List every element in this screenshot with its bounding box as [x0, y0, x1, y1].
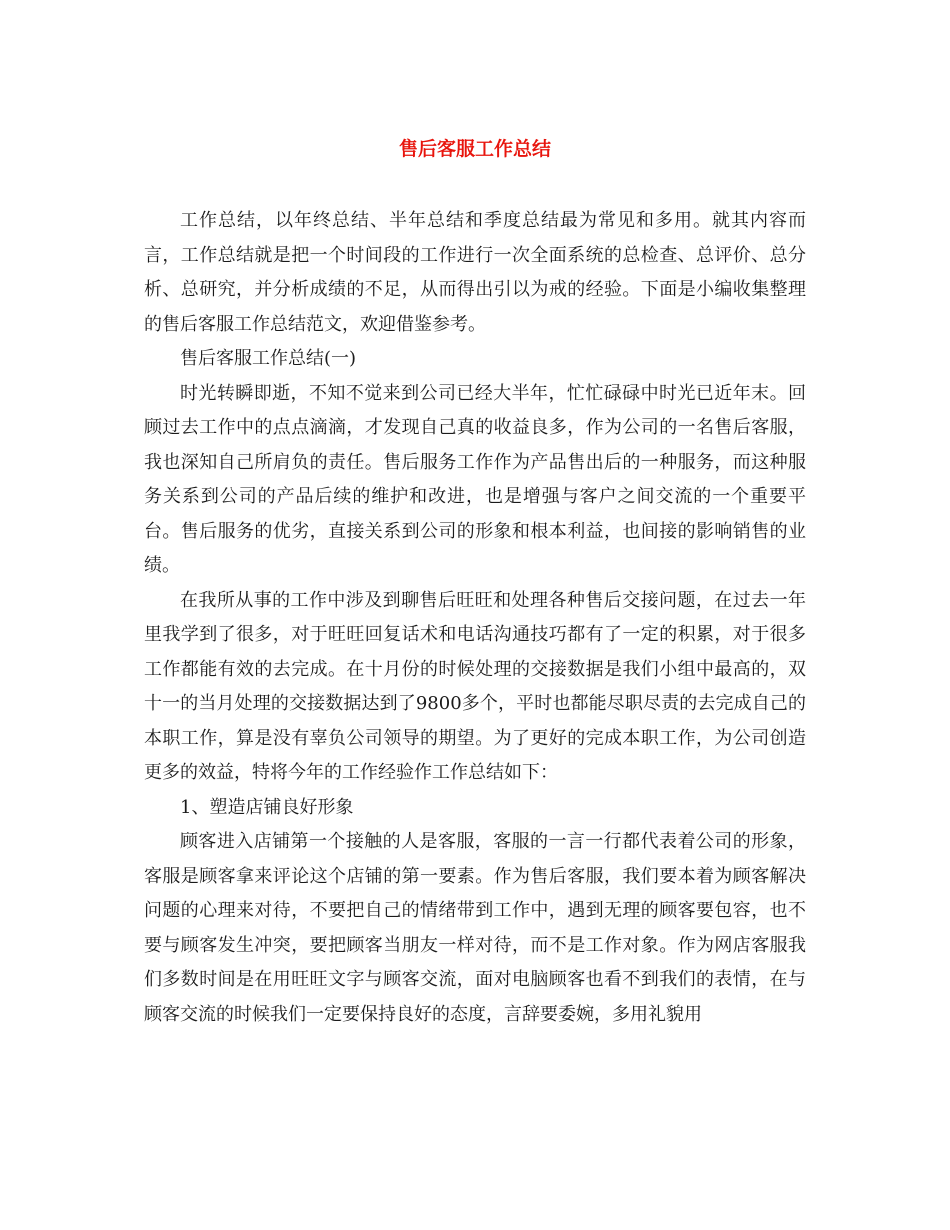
- paragraph: 在我所从事的工作中涉及到聊售后旺旺和处理各种售后交接问题，在过去一年里我学到了很多，对于旺旺回复话术和电话沟通技巧都有了一定的积累，对于很多工作都能有效的去完成。在十月份的时候处理的交接数据是我们小组中最高的，双十一的当月处理的交接数据达到了9800多个，平时也都能尽职尽责的去完成自己的本职工作，算是没有辜负公司领导的期望。为了更好的完成本职工作，为公司创造更多的效益，特将今年的工作经验作工作总结如下：: [144, 589, 806, 783]
- section-heading: 售后客服工作总结(一): [180, 348, 357, 369]
- subsection-heading: 1、塑造店铺良好形象: [180, 796, 354, 818]
- document-body: [144, 204, 806, 1032]
- paragraph-intro: 工作总结，以年终总结、半年总结和季度总结最为常见和多用。就其内容而言，工作总结就是把一个时间段的工作进行一次全面系统的总检查、总评价、总分析、总研究，并分析成绩的不足，从而得出引以为戒的经验。下面是小编收集整理的售后客服工作总结范文，欢迎借鉴参考。: [144, 210, 806, 335]
- paragraph: 顾客进入店铺第一个接触的人是客服，客服的一言一行都代表着公司的形象，客服是顾客拿来评论这个店铺的第一要素。作为售后客服，我们要本着为顾客解决问题的心理来对待，不要把自己的情绪带到工作中，遇到无理的顾客要包容，也不要与顾客发生冲突，要把顾客当朋友一样对待，而不是工作对象。作为网店客服我们多数时间是在用旺旺文字与顾客交流，面对电脑顾客也看不到我们的表情，在与顾客交流的时候我们一定要保持良好的态度，言辞要委婉，多用礼貌用: [144, 831, 806, 1025]
- document-title: 售后客服工作总结: [398, 138, 551, 160]
- paragraph: 时光转瞬即逝，不知不觉来到公司已经大半年，忙忙碌碌中时光已近年末。回顾过去工作中的点点滴滴，才发现自己真的收益良多，作为公司的一名售后客服，我也深知自己所肩负的责任。售后服务工作作为产品售出后的一种服务，而这种服务关系到公司的产品后续的维护和改进，也是增强与客户之间交流的一个重要平台。售后服务的优劣，直接关系到公司的形象和根本利益，也间接的影响销售的业绩。: [144, 382, 806, 576]
